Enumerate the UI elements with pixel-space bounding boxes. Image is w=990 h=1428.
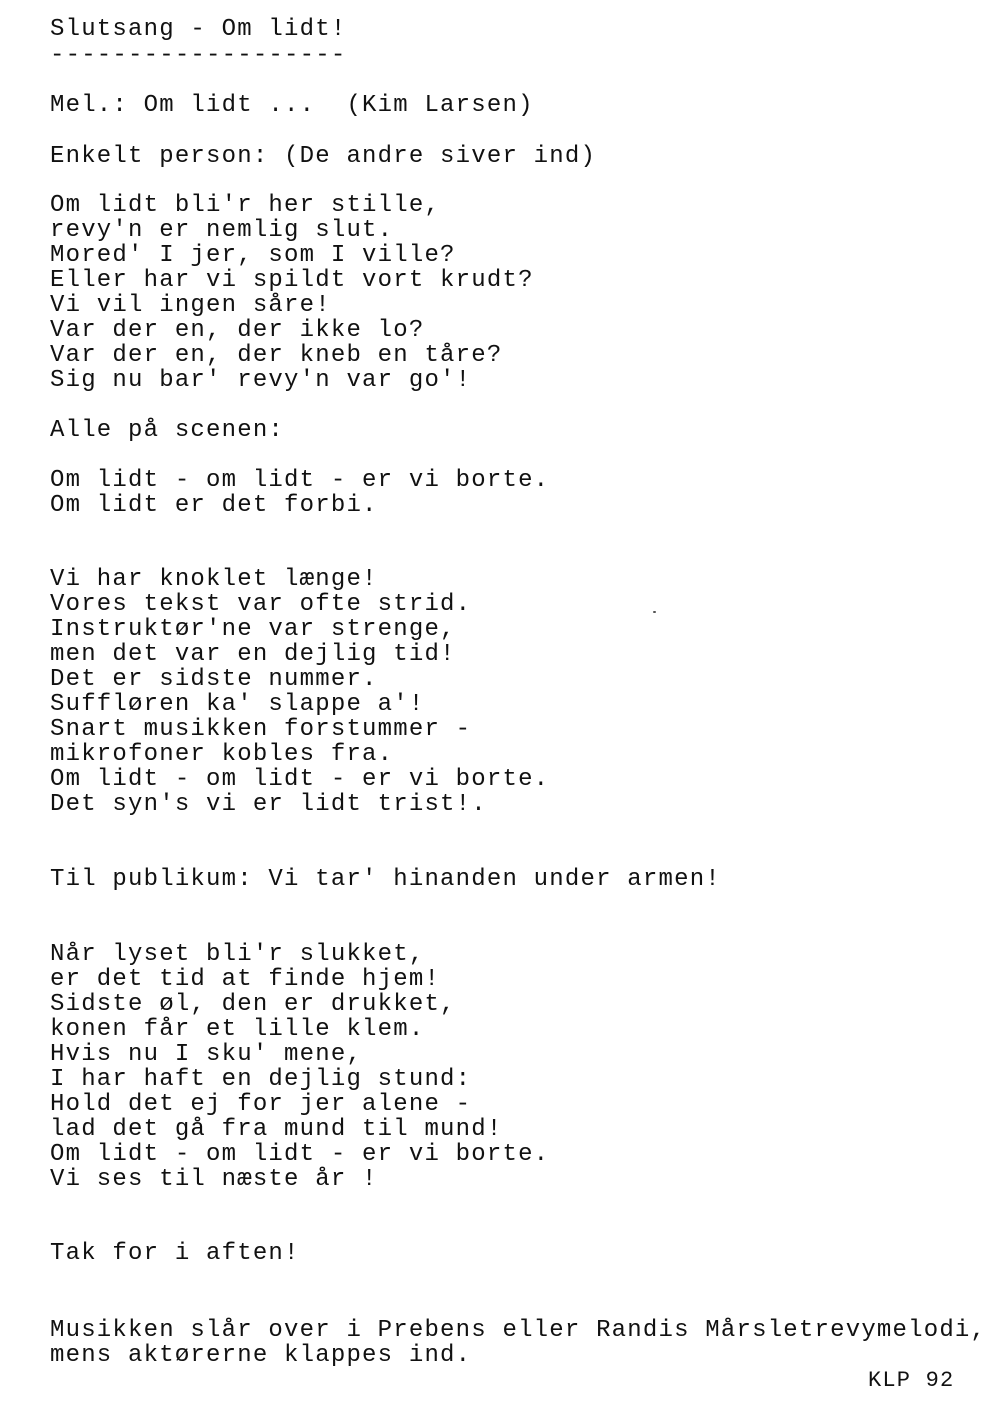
title-underline: -------------------: [50, 42, 347, 69]
verse-line: Om lidt - om lidt - er vi borte.: [50, 766, 550, 793]
verse-line: er det tid at finde hjem!: [50, 966, 441, 993]
verse-line: Suffløren ka' slappe a'!: [50, 691, 425, 718]
verse-line: revy'n er nemlig slut.: [50, 217, 394, 244]
verse-line: Vi vil ingen såre!: [50, 292, 331, 319]
chorus-line: Om lidt - om lidt - er vi borte.: [50, 467, 550, 494]
verse-line: Når lyset bli'r slukket,: [50, 941, 425, 968]
verse-line: men det var en dejlig tid!: [50, 641, 456, 668]
verse-line: Om lidt bli'r her stille,: [50, 192, 441, 219]
verse-line: Vi ses til næste år !: [50, 1166, 378, 1193]
song-title: Slutsang - Om lidt!: [50, 16, 347, 43]
closing-direction: Musikken slår over i Prebens eller Randis Mårsletrevymelodi,: [50, 1317, 987, 1344]
thanks-line: Tak for i aften!: [50, 1240, 300, 1267]
melody-line: Mel.: Om lidt ... (Kim Larsen): [50, 92, 534, 119]
verse-line: Mored' I jer, som I ville?: [50, 242, 456, 269]
verse-line: Eller har vi spildt vort krudt?: [50, 267, 534, 294]
verse-line: lad det gå fra mund til mund!: [50, 1116, 503, 1143]
page-footer: KLP 92: [868, 1368, 955, 1393]
stage-direction: Til publikum: Vi tar' hinanden under armen!: [50, 866, 721, 893]
verse-line: Sidste øl, den er drukket,: [50, 991, 456, 1018]
verse-line: Var der en, der ikke lo?: [50, 317, 425, 344]
paper-speck: [653, 611, 656, 613]
stage-direction: Enkelt person: (De andre siver ind): [50, 143, 597, 170]
verse-line: Hold det ej for jer alene -: [50, 1091, 472, 1118]
verse-line: mikrofoner kobles fra.: [50, 741, 394, 768]
verse-line: Det syn's vi er lidt trist!.: [50, 791, 487, 818]
verse-line: Det er sidste nummer.: [50, 666, 378, 693]
verse-line: Var der en, der kneb en tåre?: [50, 342, 503, 369]
verse-line: Sig nu bar' revy'n var go'!: [50, 367, 472, 394]
verse-line: Vi har knoklet længe!: [50, 566, 378, 593]
verse-line: Hvis nu I sku' mene,: [50, 1041, 363, 1068]
chorus-line: Om lidt er det forbi.: [50, 492, 378, 519]
verse-line: konen får et lille klem.: [50, 1016, 425, 1043]
verse-line: Snart musikken forstummer -: [50, 716, 472, 743]
verse-line: I har haft en dejlig stund:: [50, 1066, 472, 1093]
verse-line: Vores tekst var ofte strid.: [50, 591, 472, 618]
verse-line: Om lidt - om lidt - er vi borte.: [50, 1141, 550, 1168]
closing-direction: mens aktørerne klappes ind.: [50, 1342, 472, 1369]
verse-line: Instruktør'ne var strenge,: [50, 616, 456, 643]
stage-direction: Alle på scenen:: [50, 417, 285, 444]
